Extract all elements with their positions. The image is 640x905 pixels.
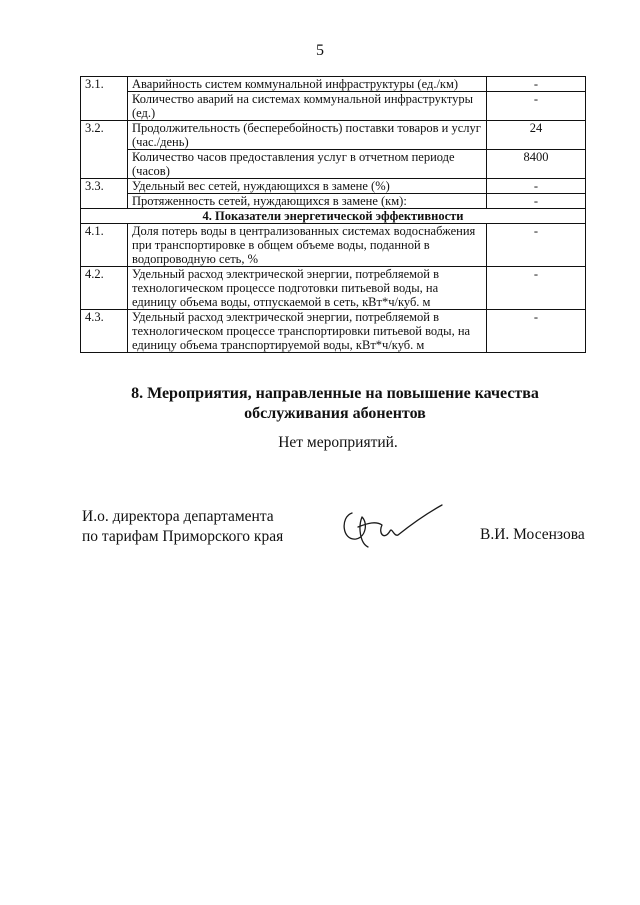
section-8-text: Нет мероприятий. [278, 434, 398, 451]
handwritten-signature [338, 497, 448, 557]
table-row [81, 267, 586, 310]
row-label: Протяженность сетей, нуждающихся в замене (км): [128, 194, 487, 209]
row-number: 4.2. [81, 267, 128, 310]
row-value: - [487, 267, 586, 310]
signer-position [82, 507, 283, 547]
section-title: 4. Показатели энергетической эффективности [81, 209, 586, 224]
signer-position-line-1: И.о. директора департамента [82, 508, 274, 525]
table-row [81, 310, 586, 353]
row-value: - [487, 194, 586, 209]
table-row [81, 194, 586, 209]
row-value: 8400 [487, 150, 586, 179]
row-value: - [487, 179, 586, 194]
row-number: 3.3. [81, 179, 128, 209]
section-8-title-line-1: 8. Мероприятия, направленные на повышение качества [131, 385, 539, 402]
row-label: Удельный вес сетей, нуждающихся в замене (%) [128, 179, 487, 194]
row-label: Количество часов предоставления услуг в отчетном периоде (часов) [128, 150, 487, 179]
row-label: Удельный расход электрической энергии, потребляемой в технологическом процессе подготовки питьевой воды, на единицу объема воды, отпускаемой в сеть, кВт*ч/куб. м [128, 267, 487, 310]
table-row [81, 150, 586, 179]
signer-name: В.И. Мосензова [480, 526, 585, 543]
section-8-title-line-2: обслуживания абонентов [244, 405, 426, 422]
row-number: 4.3. [81, 310, 128, 353]
row-value: - [487, 310, 586, 353]
section-header-row [81, 209, 586, 224]
table-row [81, 77, 586, 92]
row-value: 24 [487, 121, 586, 150]
row-label: Доля потерь воды в централизованных системах водоснабжения при транспортировке в общем объеме воды, поданной в водопроводную сеть, % [128, 224, 487, 267]
table-row [81, 179, 586, 194]
indicators-table [80, 76, 586, 353]
row-number: 3.2. [81, 121, 128, 179]
table-row [81, 121, 586, 150]
signer-position-line-2: по тарифам Приморского края [82, 528, 284, 545]
row-label: Продолжительность (бесперебойность) поставки товаров и услуг (час./день) [128, 121, 487, 150]
section-8-heading [120, 384, 550, 424]
row-label: Удельный расход электрической энергии, потребляемой в технологическом процессе транспортировки питьевой воды, на единицу объема транспортируемой воды, кВт*ч/куб. м [128, 310, 487, 353]
row-value: - [487, 92, 586, 121]
row-number: 3.1. [81, 77, 128, 121]
table-row [81, 92, 586, 121]
page-number: 5 [316, 42, 324, 59]
row-value: - [487, 224, 586, 267]
row-label: Аварийность систем коммунальной инфраструктуры (ед./км) [128, 77, 487, 92]
row-label: Количество аварий на системах коммунальной инфраструктуры (ед.) [128, 92, 487, 121]
row-number: 4.1. [81, 224, 128, 267]
row-value: - [487, 77, 586, 92]
table-row [81, 224, 586, 267]
